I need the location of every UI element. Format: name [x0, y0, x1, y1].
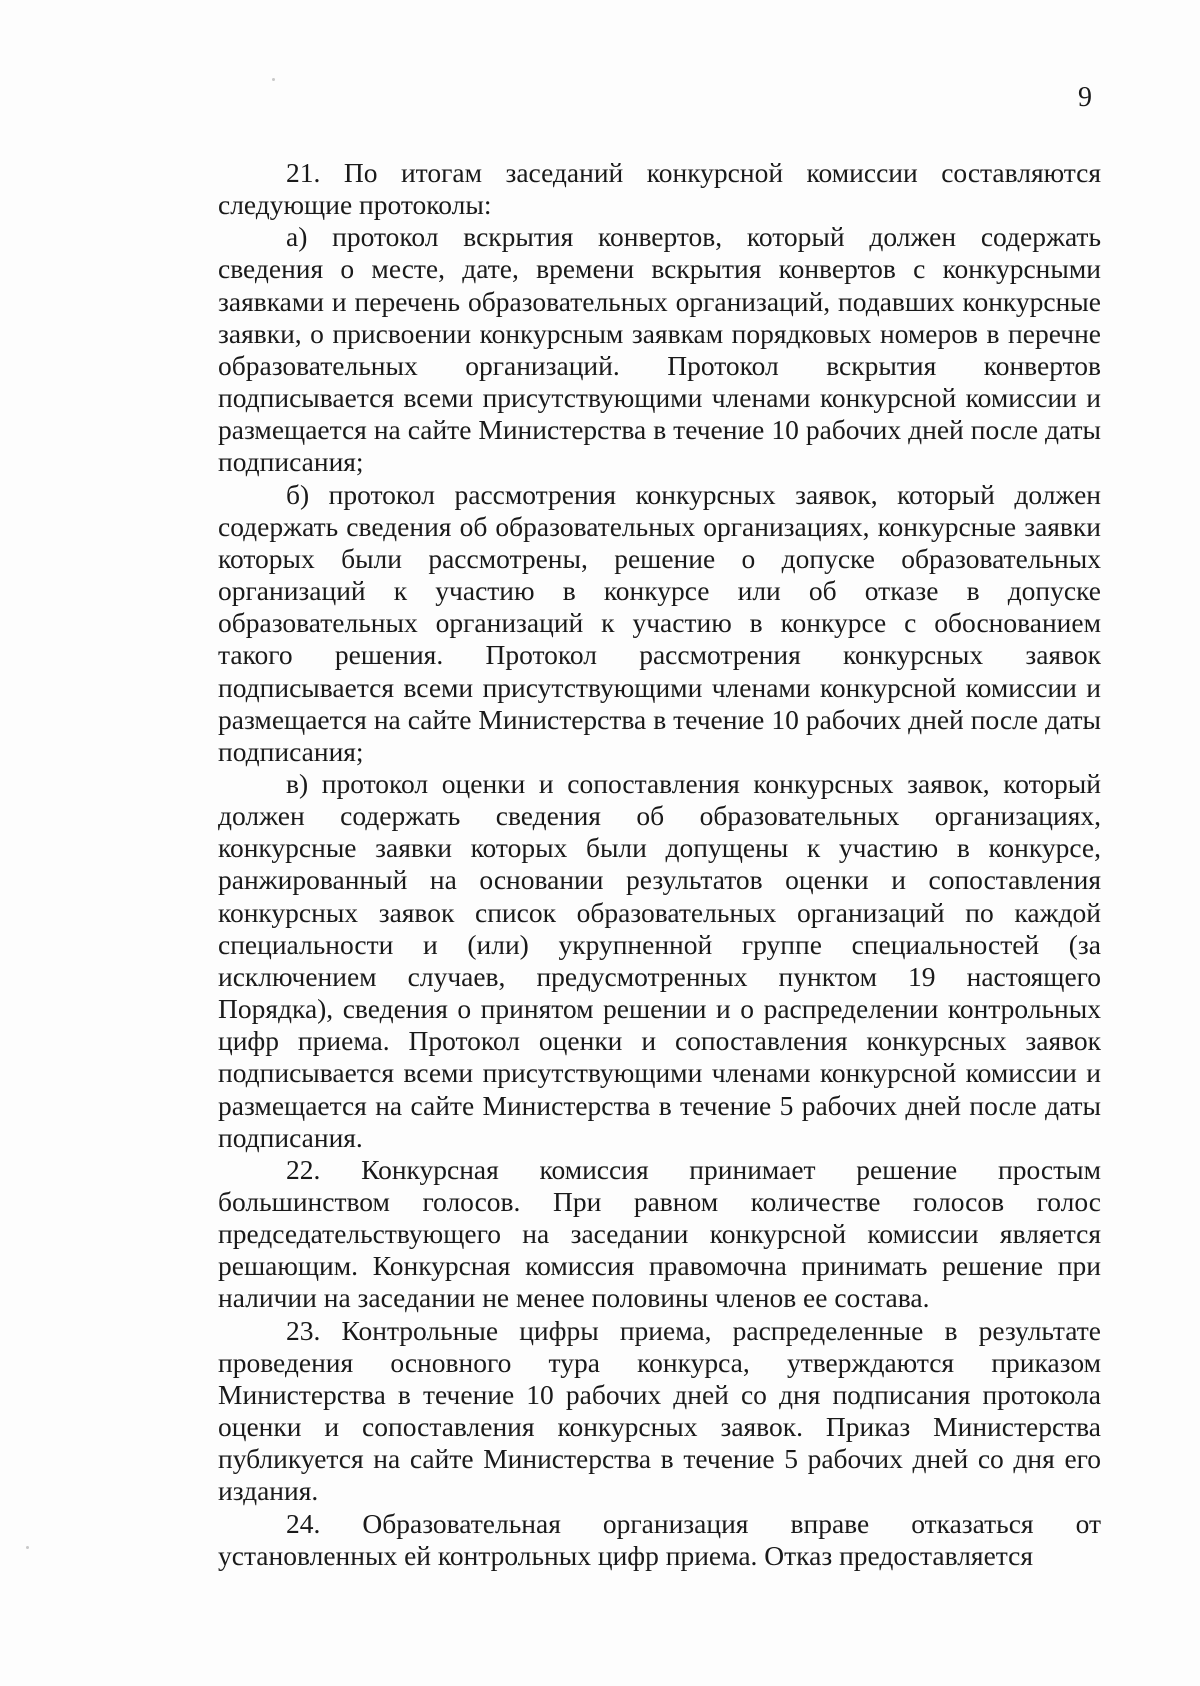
page-number: 9	[1078, 82, 1092, 113]
scan-speck	[272, 78, 275, 81]
paragraph-22: 22. Конкурсная комиссия принимает решение простым большинством голосов. При равном количестве голосов голос председательствующего на заседании конкурсной комиссии является решающим. Конкурсная комиссия правомочна принимать решение при наличии на заседании не менее половины членов ее состава.	[218, 1153, 1101, 1314]
paragraph-21-c: в) протокол оценки и сопоставления конкурсных заявок, который должен содержать сведения об образовательных организациях, конкурсные заявки которых были допущены к участию в конкурсе, ранжированный на основании результатов оценки и сопоставления конкурсных заявок список образовательных организаций по каждой специальности и (или) укрупненной группе специальностей (за исключением случаев, предусмотренных пунктом 19 настоящего Порядка), сведения о принятом решении и о распределении контрольных цифр приема. Протокол оценки и сопоставления конкурсных заявок подписывается всеми присутствующими членами конкурсной комиссии и размещается на сайте Министерства в течение 5 рабочих дней после даты подписания.	[218, 767, 1101, 1153]
paragraph-24: 24. Образовательная организация вправе отказаться от установленных ей контрольных цифр приема. Отказ предоставляется	[218, 1507, 1101, 1571]
scan-speck	[26, 1546, 29, 1549]
document-body	[218, 157, 1101, 1572]
paragraph-23: 23. Контрольные цифры приема, распределенные в результате проведения основного тура конкурса, утверждаются приказом Министерства в течение 10 рабочих дней со дня подписания протокола оценки и сопоставления конкурсных заявок. Приказ Министерства публикуется на сайте Министерства в течение 5 рабочих дней со дня его издания.	[218, 1314, 1101, 1507]
paragraph-21: 21. По итогам заседаний конкурсной комиссии составляются следующие протоколы:	[218, 157, 1101, 221]
paragraph-21-b: б) протокол рассмотрения конкурсных заявок, который должен содержать сведения об образовательных организациях, конкурсные заявки которых были рассмотрены, решение о допуске образовательных организаций к участию в конкурсе или об отказе в допуске образовательных организаций к участию в конкурсе с обоснованием такого решения. Протокол рассмотрения конкурсных заявок подписывается всеми присутствующими членами конкурсной комиссии и размещается на сайте Министерства в течение 10 рабочих дней после даты подписания;	[218, 478, 1101, 767]
paragraph-21-a: а) протокол вскрытия конвертов, который должен содержать сведения о месте, дате, времени вскрытия конвертов с конкурсными заявками и перечень образовательных организаций, подавших конкурсные заявки, о присвоении конкурсным заявкам порядковых номеров в перечне образовательных организаций. Протокол вскрытия конвертов подписывается всеми присутствующими членами конкурсной комиссии и размещается на сайте Министерства в течение 10 рабочих дней после даты подписания;	[218, 221, 1101, 478]
